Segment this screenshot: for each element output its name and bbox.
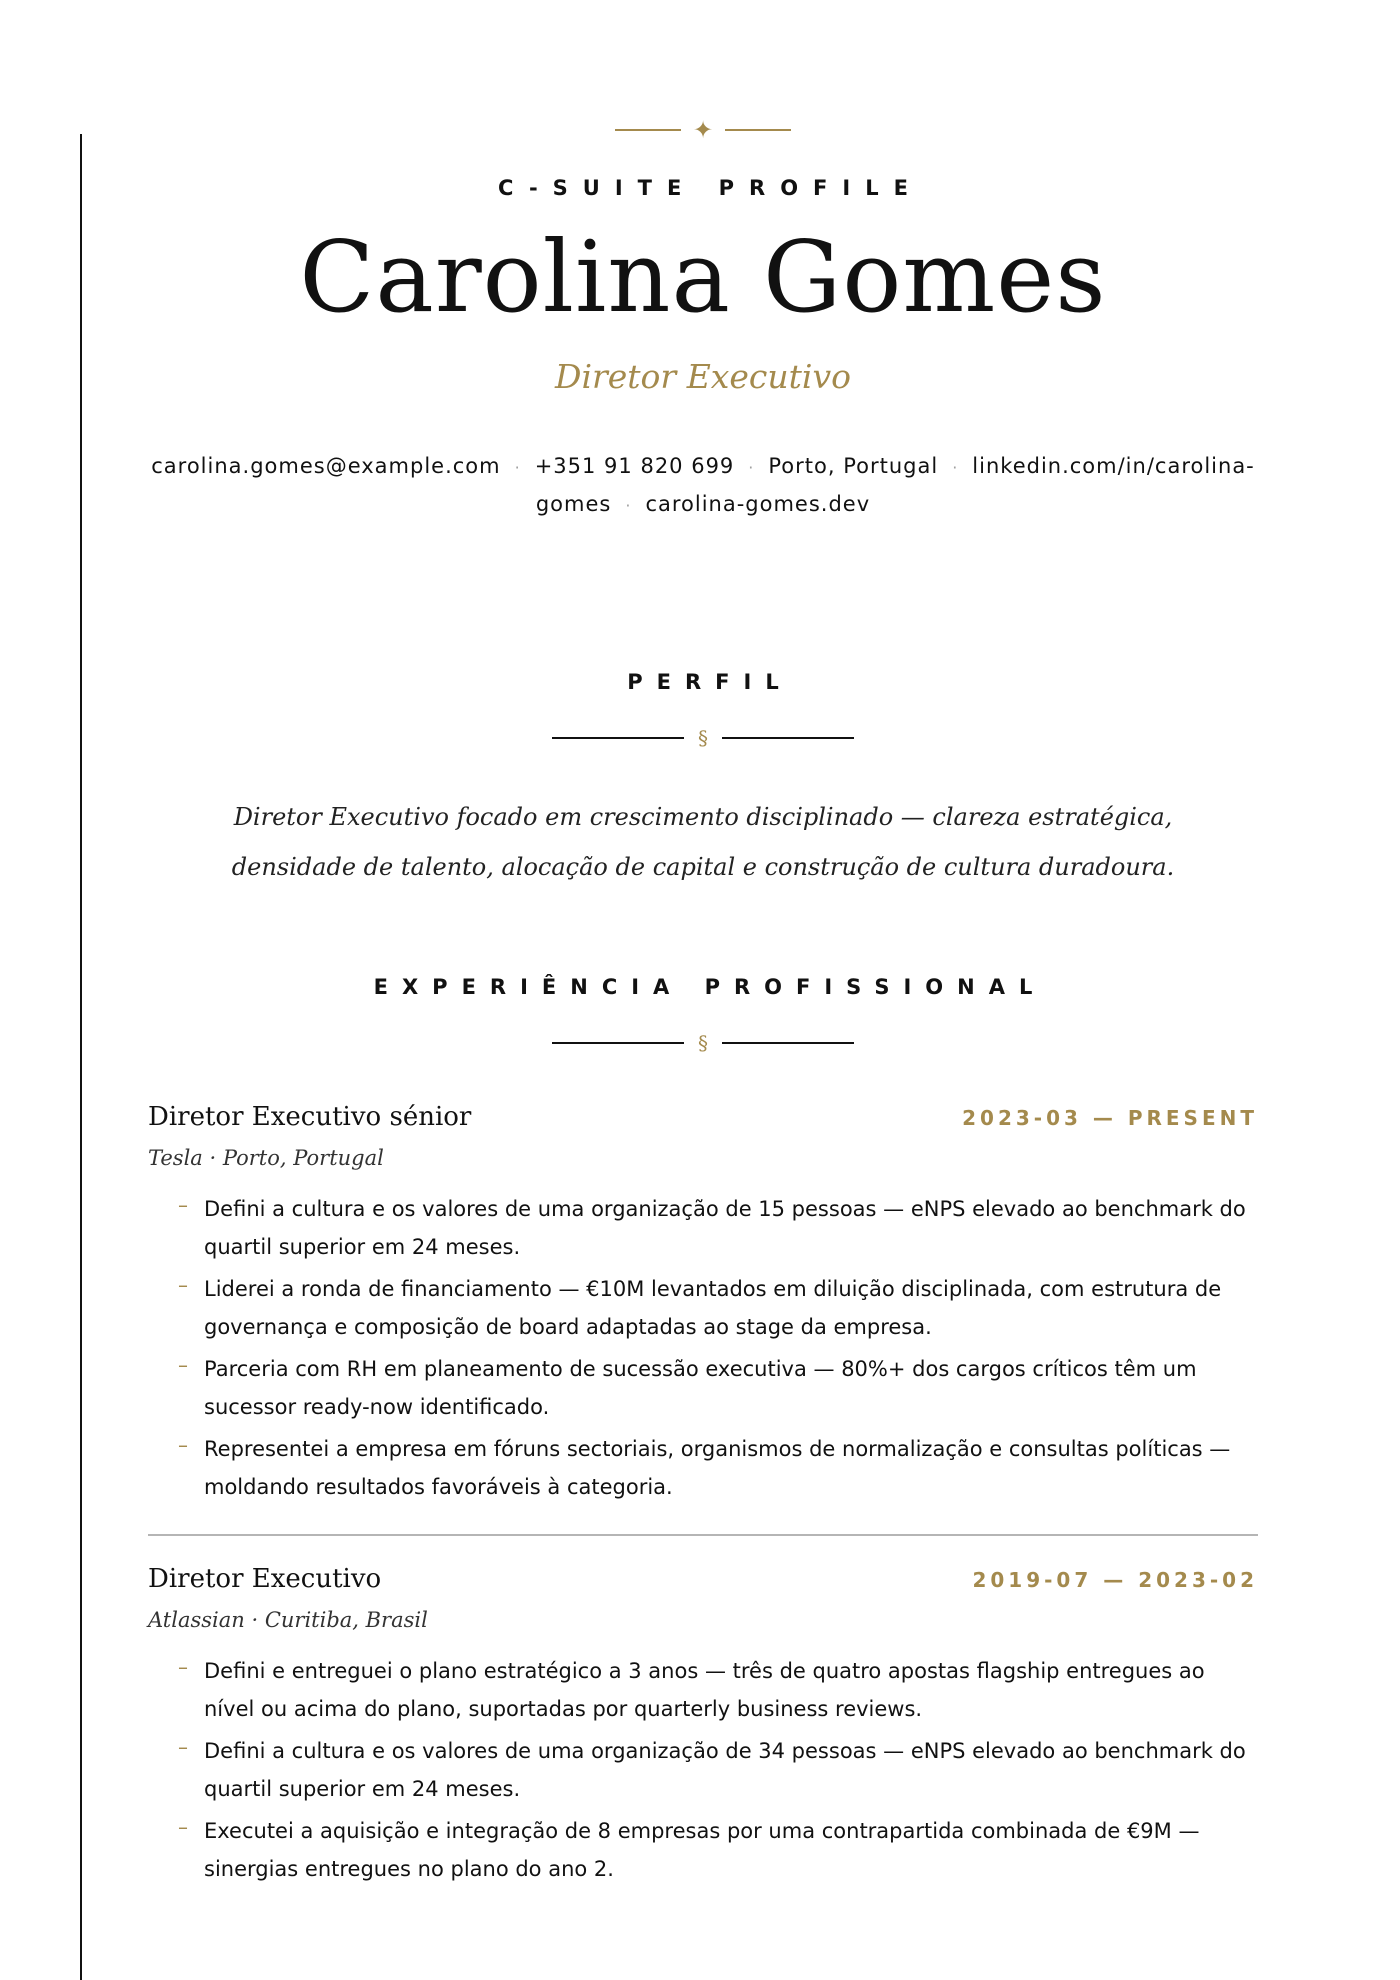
divider-line-right (722, 1042, 854, 1044)
job-entry (148, 1564, 1258, 1892)
job-header (148, 1102, 1258, 1132)
contact-location: Porto, Portugal (768, 454, 939, 478)
section-mark-icon: § (698, 726, 708, 750)
job-organization: Tesla · Porto, Portugal (148, 1146, 384, 1170)
dash-icon: – (178, 1815, 188, 1839)
job-bullet (148, 1190, 1258, 1266)
contact-line (148, 448, 1258, 524)
job-entry (148, 1102, 1258, 1510)
divider-line-right (722, 737, 854, 739)
job-bullet (148, 1812, 1258, 1888)
job-bullet (148, 1270, 1258, 1346)
candidate-role: Diretor Executivo (554, 357, 851, 396)
profile-summary: Diretor Executivo focado em crescimento disciplinado — clareza estratégica, densidade de talento, alocação de capital e construção de cultura duradoura. (231, 803, 1175, 881)
section-divider-experience (148, 1033, 1258, 1053)
job-bullet-text: Representei a empresa em fóruns sectoriais, organismos de normalização e consultas políticas — moldando resultados favoráveis à categoria. (204, 1437, 1231, 1499)
job-bullets (148, 1190, 1258, 1506)
job-bullet (148, 1732, 1258, 1808)
contact-phone[interactable]: +351 91 820 699 (534, 454, 735, 478)
job-bullet (148, 1430, 1258, 1506)
job-bullet-text: Defini e entreguei o plano estratégico a 3 anos — três de quatro apostas flagship entregues ao nível ou acima do plano, suportadas por quarterly business reviews. (204, 1659, 1205, 1721)
job-bullets (148, 1652, 1258, 1888)
job-separator-rule (148, 1534, 1258, 1536)
candidate-name: Carolina Gomes (299, 221, 1107, 335)
contact-separator: · (952, 458, 959, 477)
job-bullet (148, 1652, 1258, 1728)
divider-line-left (552, 737, 684, 739)
section-mark-icon: § (698, 1031, 708, 1055)
contact-separator: · (748, 458, 755, 477)
job-bullet-text: Defini a cultura e os valores de uma organização de 34 pessoas — eNPS elevado ao benchmark do quartil superior em 24 meses. (204, 1739, 1246, 1801)
left-margin-rule (80, 134, 82, 1980)
contact-email[interactable]: carolina.gomes@example.com (151, 454, 501, 478)
job-bullet-text: Liderei a ronda de financiamento — €10M levantados em diluição disciplinada, com estrutura de governança e composição de board adaptadas ao stage da empresa. (204, 1277, 1222, 1339)
header-ornament (148, 118, 1258, 142)
profile-eyebrow: C-SUITE PROFILE (498, 176, 923, 200)
job-bullet (148, 1350, 1258, 1426)
dash-icon: – (178, 1353, 188, 1377)
job-bullet-text: Executei a aquisição e integração de 8 empresas por uma contrapartida combinada de €9M — sinergias entregues no plano do ano 2. (204, 1819, 1200, 1881)
dash-icon: – (178, 1655, 188, 1679)
contact-linkedin[interactable]: linkedin.com/in/carolina-gomes (535, 454, 1255, 516)
job-dates: 2023-03 — PRESENT (962, 1106, 1258, 1130)
contact-separator: · (625, 496, 632, 515)
section-title-profile: PERFIL (627, 670, 793, 694)
job-bullet-text: Defini a cultura e os valores de uma organização de 15 pessoas — eNPS elevado ao benchmark do quartil superior em 24 meses. (204, 1197, 1246, 1259)
ornament-line-left (615, 129, 681, 131)
dash-icon: – (178, 1273, 188, 1297)
dash-icon: – (178, 1193, 188, 1217)
job-organization: Atlassian · Curitiba, Brasil (148, 1608, 428, 1632)
job-header (148, 1564, 1258, 1594)
section-title-experience: EXPERIÊNCIA PROFISSIONAL (373, 975, 1047, 999)
divider-line-left (552, 1042, 684, 1044)
sparkle-icon: ✦ (692, 116, 714, 144)
section-divider-profile (148, 728, 1258, 748)
job-title: Diretor Executivo sénior (148, 1102, 472, 1132)
job-bullet-text: Parceria com RH em planeamento de sucessão executiva — 80%+ dos cargos críticos têm um sucessor ready-now identificado. (204, 1357, 1197, 1419)
dash-icon: – (178, 1735, 188, 1759)
ornament-line-right (725, 129, 791, 131)
contact-separator: · (514, 458, 521, 477)
dash-icon: – (178, 1433, 188, 1457)
contact-website[interactable]: carolina-gomes.dev (645, 492, 871, 516)
job-title: Diretor Executivo (148, 1564, 382, 1594)
job-dates: 2019-07 — 2023-02 (972, 1568, 1258, 1592)
